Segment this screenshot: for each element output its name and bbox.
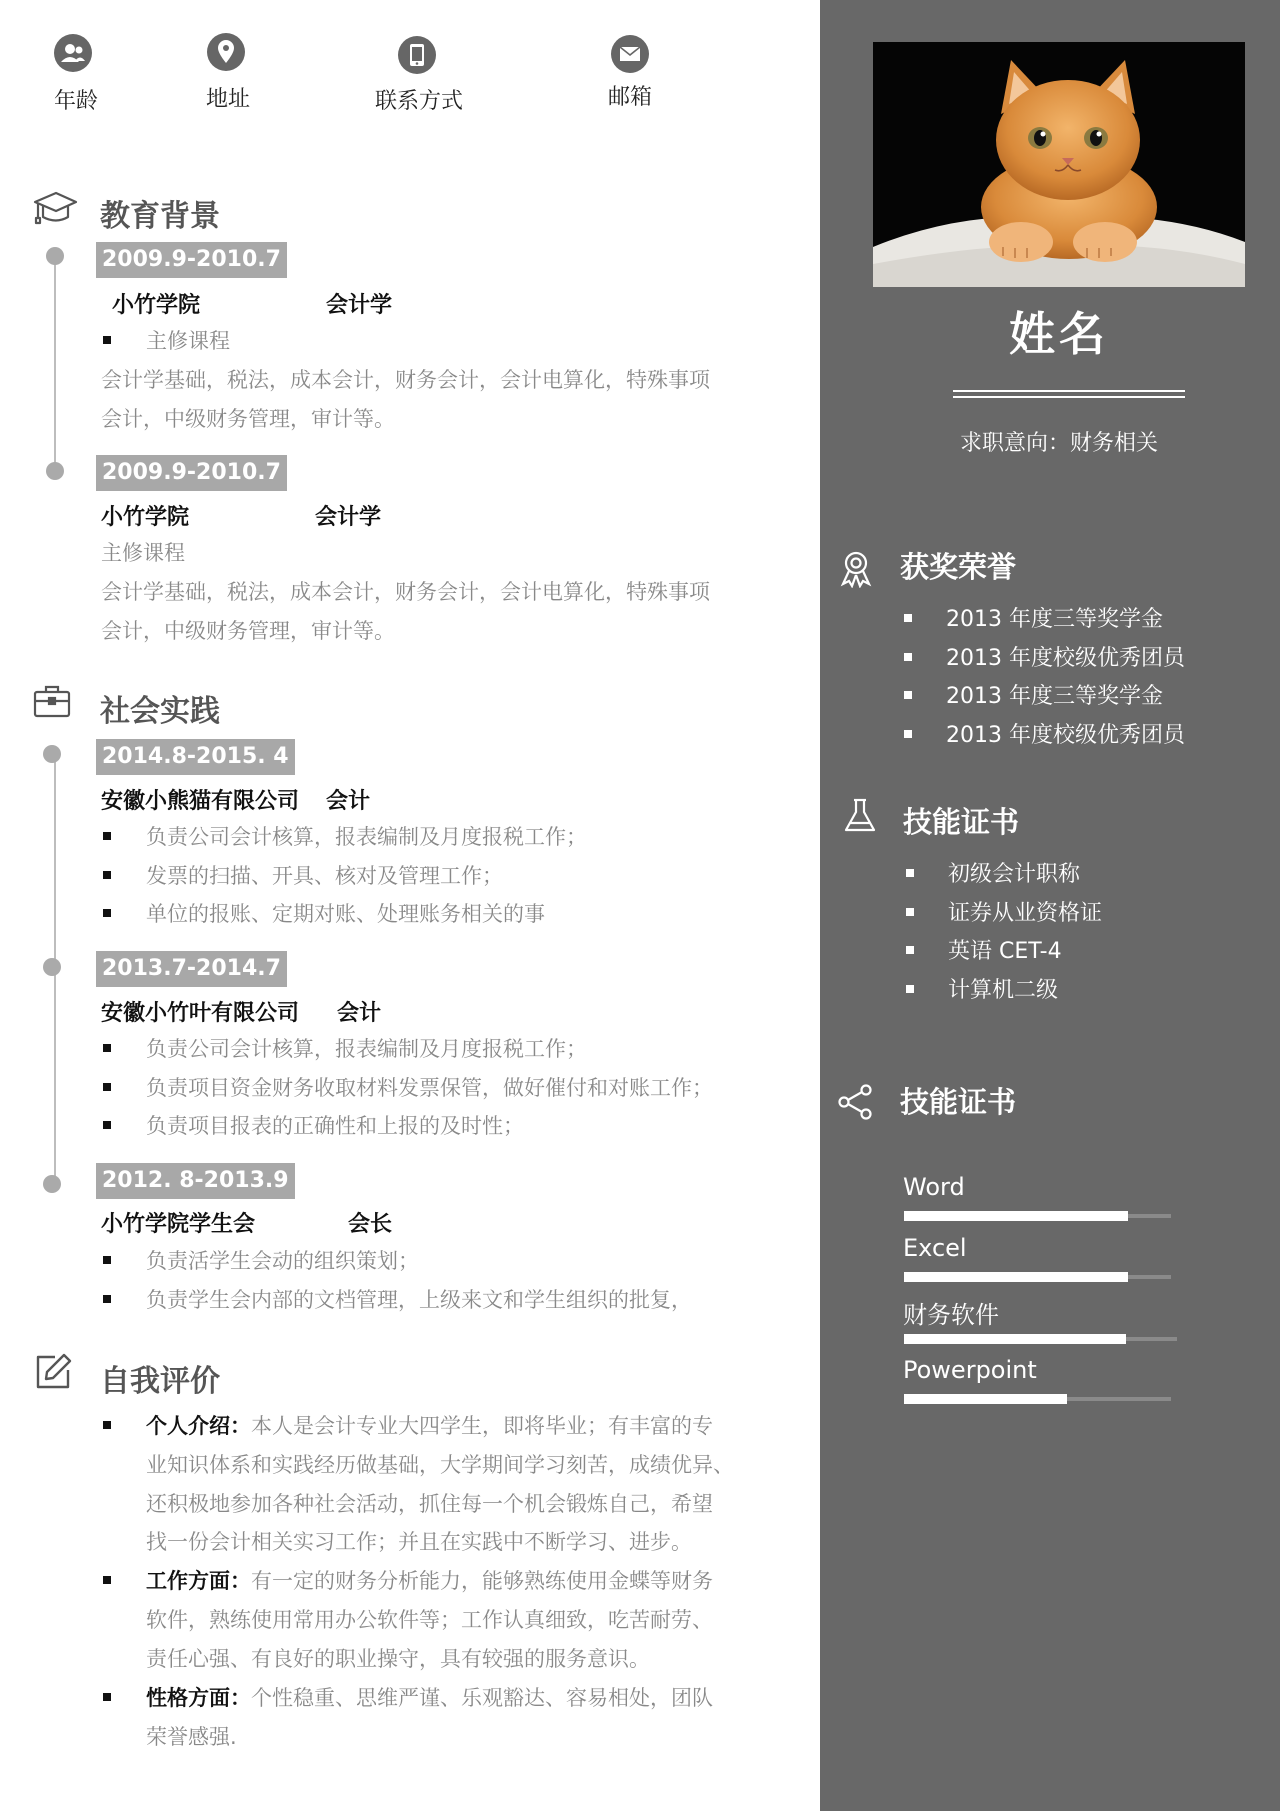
evaluation-line: 还积极地参加各种社会活动，抓住每一个机会锻炼自己，希望 (146, 1492, 713, 1516)
bullet-marker (103, 1693, 111, 1701)
award-item: 2013 年度三等奖学金 (946, 684, 1163, 709)
practice-organization: 安徽小熊猫有限公司 (101, 789, 300, 814)
skill-label: Word (903, 1173, 965, 1201)
practice-organization: 小竹学院学生会 (101, 1212, 256, 1237)
award-bullet (904, 614, 912, 622)
practice-role: 会计 (326, 789, 371, 814)
award-item: 2013 年度三等奖学金 (946, 607, 1163, 632)
education-timeline (54, 252, 56, 474)
bullet-marker (103, 1121, 111, 1129)
course-label: 主修课程 (101, 541, 185, 565)
user-icon (54, 34, 92, 72)
course-description-line: 会计，中级财务管理，审计等。 (101, 619, 395, 643)
skill-level-bar (904, 1272, 1128, 1282)
practice-date-tag: 2014.8-2015. 4 (96, 739, 295, 775)
location-icon (207, 33, 245, 71)
skill-level-bar (904, 1334, 1126, 1344)
education-school: 小竹学院 (101, 505, 190, 530)
phone-icon (398, 36, 436, 74)
award-item: 2013 年度校级优秀团员 (946, 723, 1185, 748)
bullet-marker (103, 1044, 111, 1052)
bullet-marker (103, 909, 111, 917)
contact-email-label: 邮箱 (607, 85, 652, 110)
skill-label: Powerpoint (903, 1356, 1037, 1384)
evaluation-line: 软件，熟练使用常用办公软件等；工作认真细致，吃苦耐劳、 (146, 1608, 713, 1632)
certificate-item: 英语 CET-4 (948, 939, 1062, 964)
duty-item: 负责活学生会动的组织策划； (146, 1249, 419, 1273)
skill-level-bar (904, 1211, 1128, 1221)
mail-icon (611, 35, 649, 73)
duty-item: 负责公司会计核算，报表编制及月度报税工作； (146, 1037, 587, 1061)
duty-item: 负责项目资金财务收取材料发票保管，做好催付和对账工作； (146, 1076, 713, 1100)
practice-date-tag: 2013.7-2014.7 (96, 951, 287, 987)
bullet-marker (103, 871, 111, 879)
skills-heading: 技能证书 (900, 1085, 1017, 1119)
timeline-dot (46, 247, 64, 265)
award-bullet (904, 730, 912, 738)
practice-organization: 安徽小竹叶有限公司 (101, 1001, 300, 1026)
awards-heading: 获奖荣誉 (900, 550, 1017, 584)
share-icon (836, 1082, 876, 1122)
certificate-item: 初级会计职称 (948, 862, 1081, 887)
certificates-heading: 技能证书 (903, 805, 1020, 839)
flask-icon (840, 796, 880, 836)
certificate-bullet (906, 908, 914, 916)
evaluation-text: 个性稳重、思维严谨、乐观豁达、容易相处，团队 (251, 1686, 713, 1710)
contact-age-label: 年龄 (53, 89, 98, 114)
evaluation-line (146, 1410, 713, 1440)
award-item: 2013 年度校级优秀团员 (946, 646, 1185, 671)
certificate-item: 证券从业资格证 (948, 901, 1103, 926)
graduation-cap-icon (32, 186, 78, 232)
contact-address-label: 地址 (205, 87, 250, 112)
evaluation-label: 个人介绍： (146, 1414, 251, 1438)
practice-role: 会计 (337, 1001, 382, 1026)
education-heading: 教育背景 (100, 199, 220, 234)
education-school: 小竹学院 (112, 293, 201, 318)
award-bullet (904, 691, 912, 699)
education-date-tag: 2009.9-2010.7 (96, 242, 287, 278)
briefcase-icon (32, 681, 78, 727)
contact-phone-label: 联系方式 (374, 89, 463, 114)
course-description-line: 会计学基础，税法，成本会计，财务会计，会计电算化，特殊事项 (101, 580, 710, 604)
name-divider-bottom (953, 396, 1185, 398)
timeline-dot (43, 958, 61, 976)
bullet-marker (103, 336, 111, 344)
self-evaluation-heading: 自我评价 (100, 1364, 220, 1399)
practice-heading: 社会实践 (100, 694, 220, 729)
course-description-line: 会计，中级财务管理，审计等。 (101, 407, 395, 431)
evaluation-line (146, 1565, 713, 1595)
evaluation-line: 荣誉感强. (146, 1725, 237, 1749)
skill-label: Excel (903, 1234, 967, 1262)
practice-date-tag: 2012. 8-2013.9 (96, 1163, 295, 1199)
education-date-tag: 2009.9-2010.7 (96, 455, 287, 491)
evaluation-line: 责任心强、有良好的职业操守，具有较强的服务意识。 (146, 1647, 650, 1671)
timeline-dot (46, 462, 64, 480)
name-divider-top (953, 390, 1185, 392)
edit-pencil-icon (33, 1352, 79, 1398)
certificate-bullet (906, 985, 914, 993)
evaluation-line: 业知识体系和实践经历做基础，大学期间学习刻苦，成绩优异、 (146, 1453, 734, 1477)
award-medal-icon (836, 548, 876, 588)
evaluation-text: 本人是会计专业大四学生，即将毕业；有丰富的专 (251, 1414, 713, 1438)
bullet-marker (103, 1083, 111, 1091)
bullet-marker (103, 1576, 111, 1584)
candidate-name: 姓名 (1009, 307, 1109, 361)
evaluation-text: 有一定的财务分析能力，能够熟练使用金蝶等财务 (251, 1569, 713, 1593)
timeline-dot (43, 1175, 61, 1193)
certificate-bullet (906, 946, 914, 954)
certificate-bullet (906, 869, 914, 877)
skill-level-bar (904, 1394, 1067, 1404)
timeline-dot (43, 745, 61, 763)
award-bullet (904, 653, 912, 661)
bullet-marker (103, 1256, 111, 1264)
profile-photo (873, 42, 1245, 287)
bullet-marker (103, 1421, 111, 1429)
practice-role: 会长 (348, 1212, 393, 1237)
skill-label: 财务软件 (903, 1301, 999, 1329)
duty-item: 单位的报账、定期对账、处理账务相关的事 (146, 902, 545, 926)
course-description-line: 会计学基础，税法，成本会计，财务会计，会计电算化，特殊事项 (101, 368, 710, 392)
evaluation-label: 性格方面： (146, 1686, 251, 1710)
education-major: 会计学 (315, 505, 382, 530)
course-label: 主修课程 (146, 329, 230, 353)
duty-item: 发票的扫描、开具、核对及管理工作； (146, 864, 503, 888)
duty-item: 负责学生会内部的文档管理，上级来文和学生组织的批复， (146, 1288, 692, 1312)
evaluation-line (146, 1682, 713, 1712)
bullet-marker (103, 832, 111, 840)
evaluation-line: 找一份会计相关实习工作；并且在实践中不断学习、进步。 (146, 1530, 692, 1554)
education-major: 会计学 (326, 293, 393, 318)
duty-item: 负责项目报表的正确性和上报的及时性； (146, 1114, 524, 1138)
evaluation-label: 工作方面： (146, 1569, 251, 1593)
job-objective: 求职意向：财务相关 (959, 431, 1158, 456)
bullet-marker (103, 1295, 111, 1303)
duty-item: 负责公司会计核算，报表编制及月度报税工作； (146, 825, 587, 849)
certificate-item: 计算机二级 (948, 978, 1059, 1003)
